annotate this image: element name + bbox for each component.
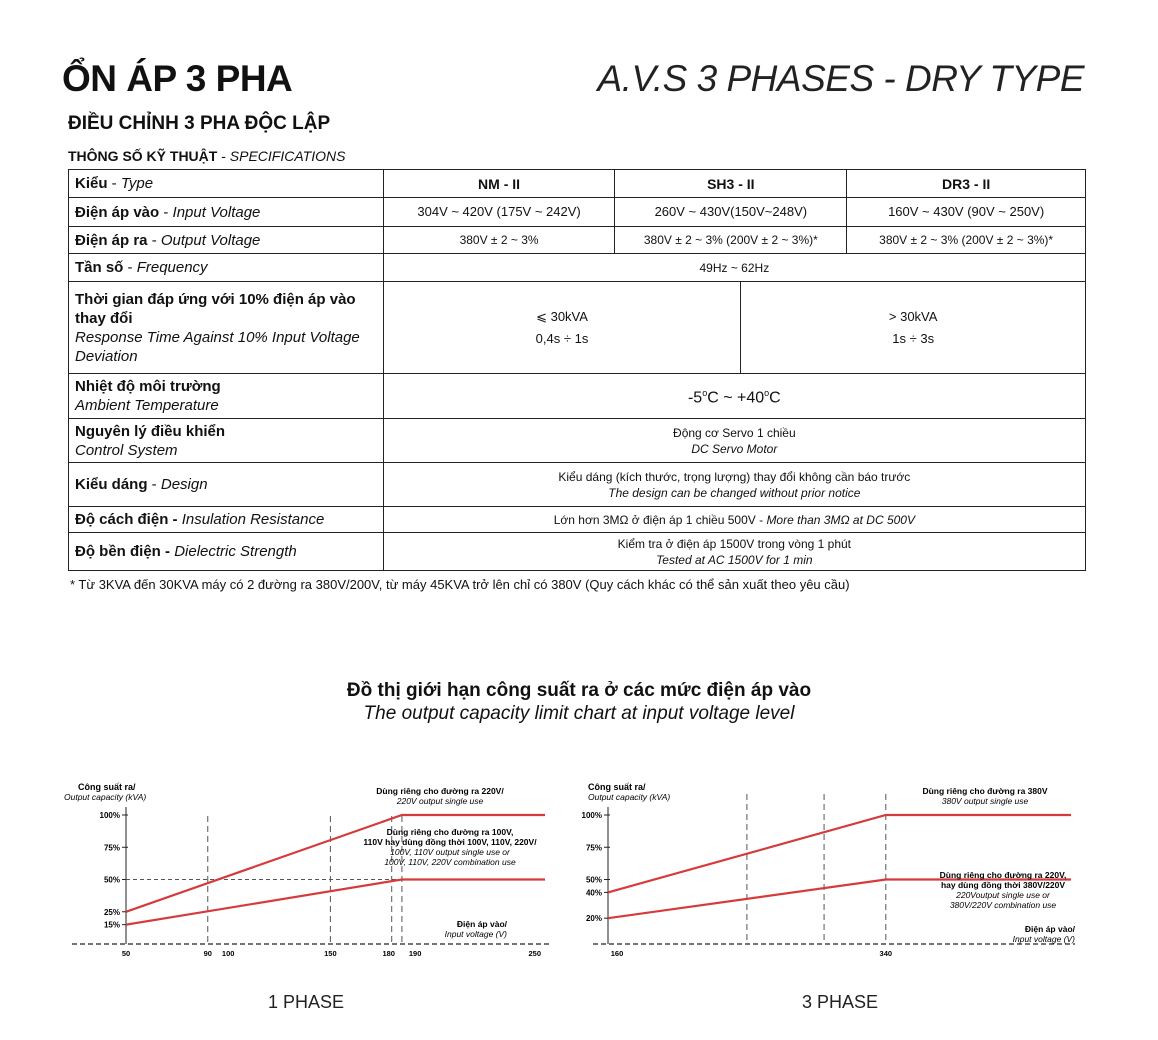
x-tick-label: 150 (324, 949, 337, 958)
chart-section-title-en: The output capacity limit chart at input voltage level (363, 703, 795, 724)
row-label: Kiểu - Type (69, 170, 384, 198)
x-axis-label: Điện áp vào/ (1024, 924, 1075, 934)
row-label: Nhiệt độ môi trường Ambient Temperature (69, 374, 384, 419)
x-tick-label: 250 (528, 949, 542, 958)
y-axis-label-en: Output capacity (kVA) (588, 792, 671, 802)
x-tick-label: 90 (203, 949, 212, 958)
design-value: Kiểu dáng (kích thước, trọng lượng) thay đổi không cần báo trước The design can be changed without prior notice (383, 463, 1085, 507)
x-axis-label: Điện áp vào/ (456, 919, 507, 929)
y-tick-label: 15% (103, 920, 120, 930)
series-2-annotation: Dùng riêng cho đường ra 220V, (939, 870, 1067, 880)
series-1-annotation: Dùng riêng cho đường ra 220V/ (376, 786, 504, 796)
frequency-value: 49Hz ~ 62Hz (383, 254, 1085, 282)
row-label: Nguyên lý điều khiển Control System (69, 419, 384, 463)
spec-heading-en: SPECIFICATIONS (229, 148, 346, 164)
ambient-value: -5$^o$C ~ $+40^oC$ (383, 374, 1085, 419)
y-tick-label: 25% (103, 907, 120, 917)
y-tick-label: 75% (103, 843, 120, 853)
page-title-en: A.V.S 3 PHASES - DRY TYPE (597, 58, 1084, 99)
model-sh3: SH3 - II (615, 170, 847, 198)
model-nm: NM - II (383, 170, 615, 198)
series-1-annotation-en: 220V output single use (396, 796, 484, 806)
page-title: ỔN ÁP 3 PHA (62, 58, 293, 99)
insulation-value: Lớn hơn 3MΩ ở điện áp 1 chiều 500V - More than 3MΩ at DC 500V (383, 507, 1085, 533)
table-row-output-voltage (69, 227, 1086, 254)
chart-1-title: 1 PHASE (268, 992, 345, 1012)
series-2-annotation: 110V hay dùng đồng thời 100V, 110V, 220V/ (363, 837, 537, 847)
output-voltage-dr3: 380V ± 2 ~ 3% (200V ± 2 ~ 3%)* (847, 227, 1086, 254)
table-row-insulation (69, 507, 1086, 533)
spec-heading-vn: THÔNG SỐ KỸ THUẬT (68, 148, 218, 164)
chart-section-title: Đồ thị giới hạn công suất ra ở các mức điện áp vào (346, 680, 812, 701)
y-tick-label: 75% (585, 843, 602, 853)
model-dr3: DR3 - II (847, 170, 1086, 198)
y-axis-label: Công suất ra/ (588, 782, 646, 792)
response-time-large: > 30kVA 1s ÷ 3s (741, 282, 1086, 374)
series-2-annotation-en: 380V/220V combination use (949, 900, 1057, 910)
x-tick-label: 180 (382, 949, 395, 958)
table-row-type (69, 170, 1086, 198)
y-tick-label: 50% (585, 875, 602, 885)
table-row-design (69, 463, 1086, 507)
series-2-annotation: Dùng riêng cho đường ra 100V, (386, 827, 514, 837)
row-label: Tần số - Frequency (69, 254, 384, 282)
series-1-annotation-en: 380V output single use (941, 796, 1029, 806)
y-tick-label: 100% (99, 811, 120, 820)
row-label: Độ cách điện - Insulation Resistance (69, 507, 384, 533)
x-tick-label: 160 (610, 949, 624, 958)
row-label: Thời gian đáp ứng với 10% điện áp vào thay đổi Response Time Against 10% Input Voltage Deviation (69, 282, 384, 374)
footnote: * Từ 3KVA đến 30KVA máy có 2 đường ra 380V/200V, từ máy 45KVA trở lên chỉ có 380V (Quy cách khác có thể sản xuất theo yêu cầu) (70, 577, 850, 592)
table-row-response-time (69, 282, 1086, 374)
series-1-annotation: Dùng riêng cho đường ra 380V (922, 786, 1048, 796)
row-label: Điện áp ra - Output Voltage (69, 227, 384, 254)
x-axis-label-en: Input voltage (V) (444, 929, 507, 939)
x-axis-label-en: Input voltage (V) (1012, 934, 1075, 944)
x-tick-label: 100 (221, 949, 235, 958)
chart-2-title: 3 PHASE (802, 992, 879, 1012)
series-2-annotation-en: 220Voutput single use or (956, 890, 1050, 900)
input-voltage-dr3: 160V ~ 430V (90V ~ 250V) (847, 198, 1086, 227)
table-row-dielectric (69, 533, 1086, 571)
chart-1-phase (60, 772, 560, 972)
y-tick-label: 40% (585, 888, 602, 898)
input-voltage-sh3: 260V ~ 430V(150V~248V) (615, 198, 847, 227)
series-line-2 (126, 880, 545, 925)
chart-3-phase (581, 772, 1085, 972)
page-subtitle: ĐIỀU CHỈNH 3 PHA ĐỘC LẬP (68, 113, 331, 134)
response-time-small: ⩽ 30kVA 0,4s ÷ 1s (383, 282, 741, 374)
table-row-frequency (69, 254, 1086, 282)
spec-heading-sep: - (217, 148, 230, 164)
series-2-annotation: hay dùng đồng thời 380V/220V (940, 880, 1066, 890)
dielectric-value: Kiểm tra ở điện áp 1500V trong vòng 1 phút Tested at AC 1500V for 1 min (383, 533, 1085, 571)
series-2-annotation-en: 100V, 110V, 220V combination use (384, 857, 516, 867)
table-row-ambient (69, 374, 1086, 419)
output-voltage-sh3: 380V ± 2 ~ 3% (200V ± 2 ~ 3%)* (615, 227, 847, 254)
input-voltage-nm: 304V ~ 420V (175V ~ 242V) (383, 198, 615, 227)
row-label: Điện áp vào - Input Voltage (69, 198, 384, 227)
table-row-input-voltage (69, 198, 1086, 227)
x-tick-label: 340 (879, 949, 893, 958)
y-axis-label-en: Output capacity (kVA) (64, 792, 147, 802)
x-tick-label: 50 (121, 949, 131, 958)
series-2-annotation-en: 100V, 110V output single use or (390, 847, 510, 857)
control-value: Động cơ Servo 1 chiều DC Servo Motor (383, 419, 1085, 463)
y-axis-label: Công suất ra/ (78, 782, 136, 792)
y-tick-label: 50% (103, 875, 120, 885)
y-tick-label: 20% (585, 914, 602, 924)
spec-table (68, 169, 1086, 571)
x-tick-label: 190 (408, 949, 422, 958)
spec-heading (68, 148, 345, 164)
table-row-control (69, 419, 1086, 463)
row-label: Kiểu dáng - Design (69, 463, 384, 507)
y-tick-label: 100% (581, 811, 602, 820)
output-voltage-nm: 380V ± 2 ~ 3% (383, 227, 615, 254)
row-label: Độ bền điện - Dielectric Strength (69, 533, 384, 571)
